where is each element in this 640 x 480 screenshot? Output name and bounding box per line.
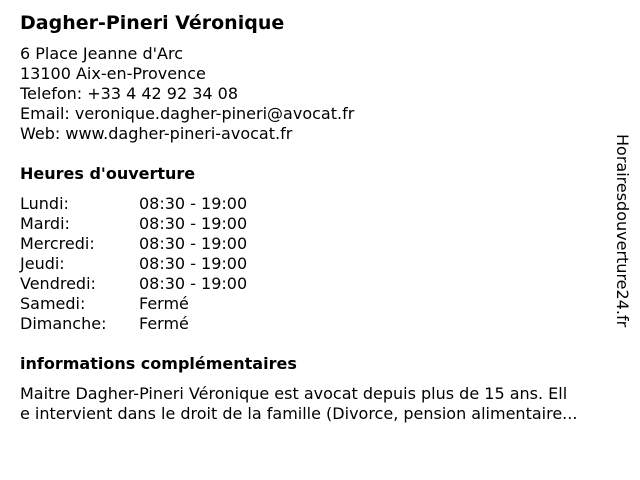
info-line: Maitre Dagher-Pineri Véronique est avocat depuis plus de 15 ans. Ell xyxy=(20,384,568,403)
day-hours: 08:30 - 19:00 xyxy=(139,274,248,293)
hours-row-saturday xyxy=(20,294,247,314)
day-hours: 08:30 - 19:00 xyxy=(139,254,248,273)
day-label: Mardi: xyxy=(20,214,70,233)
additional-info-text xyxy=(20,384,632,424)
phone-number: Telefon: +33 4 42 92 34 08 xyxy=(20,84,239,103)
hours-row-friday xyxy=(20,274,247,294)
day-label: Dimanche: xyxy=(20,314,107,333)
hours-row-monday xyxy=(20,194,247,214)
website: Web: www.dagher-pineri-avocat.fr xyxy=(20,124,293,143)
address-city: 13100 Aix-en-Provence xyxy=(20,64,206,83)
day-label: Lundi: xyxy=(20,194,69,213)
day-label: Samedi: xyxy=(20,294,86,313)
contact-block xyxy=(20,44,354,144)
day-hours: Fermé xyxy=(139,294,189,313)
hours-row-thursday xyxy=(20,254,247,274)
additional-info-heading: informations complémentaires xyxy=(20,354,297,373)
opening-hours-table xyxy=(20,194,247,334)
site-watermark: Horairesdouverture24.fr xyxy=(613,134,632,328)
hours-row-sunday xyxy=(20,314,247,334)
hours-row-wednesday xyxy=(20,234,247,254)
opening-hours-heading: Heures d'ouverture xyxy=(20,164,196,183)
business-name: Dagher-Pineri Véronique xyxy=(20,12,285,34)
hours-row-tuesday xyxy=(20,214,247,234)
email-address: Email: veronique.dagher-pineri@avocat.fr xyxy=(20,104,355,123)
day-label: Mercredi: xyxy=(20,234,95,253)
day-hours: 08:30 - 19:00 xyxy=(139,214,248,233)
day-label: Jeudi: xyxy=(20,254,65,273)
address-street: 6 Place Jeanne d'Arc xyxy=(20,44,183,63)
day-hours: 08:30 - 19:00 xyxy=(139,234,248,253)
day-hours: 08:30 - 19:00 xyxy=(139,194,248,213)
day-label: Vendredi: xyxy=(20,274,96,293)
day-hours: Fermé xyxy=(139,314,189,333)
info-line: e intervient dans le droit de la famille (Divorce, pension alimentaire... xyxy=(20,404,578,423)
